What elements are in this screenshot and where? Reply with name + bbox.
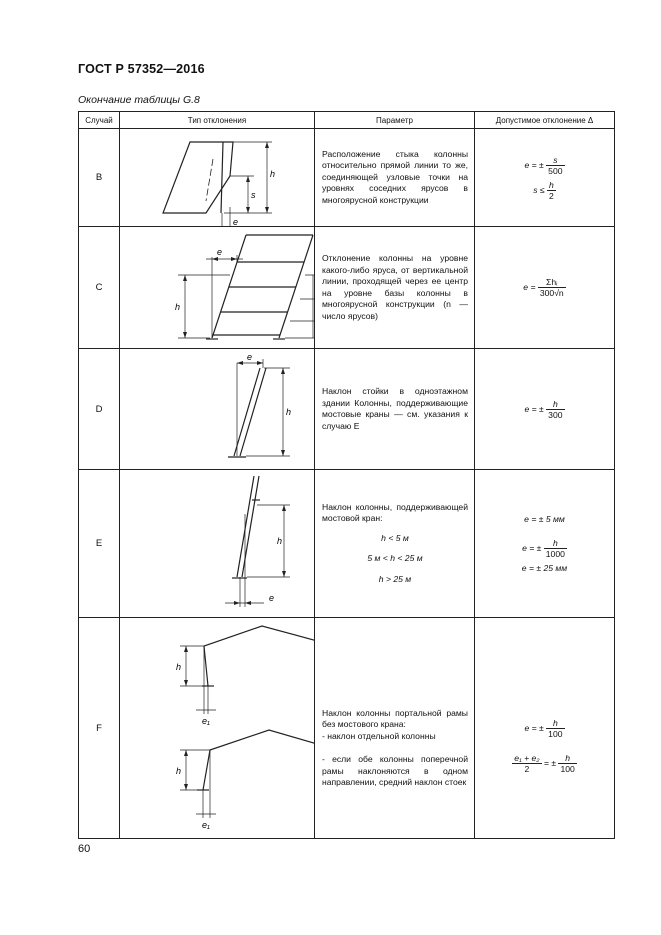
label-e: e <box>269 593 275 603</box>
table-row-d <box>79 349 615 470</box>
tol-b2-num: h <box>549 179 554 190</box>
header-case: Случай <box>79 112 120 129</box>
deviation-table <box>78 111 615 839</box>
tol-e3: e = ± 25 мм <box>521 563 568 573</box>
label-e1-lower: e₁ <box>202 820 210 830</box>
table-caption: Окончание таблицы G.8 <box>78 94 200 106</box>
tol-f1-num: h <box>546 718 564 729</box>
case-b: B <box>79 129 120 227</box>
tol-d-lhs: e = ± <box>524 403 544 414</box>
label-e: e <box>247 352 253 362</box>
label-h: h <box>176 662 182 672</box>
tol-b2-frac <box>547 180 556 201</box>
param-f-text1: Наклон колонны портальной рамы без мостового крана: <box>322 707 468 729</box>
label-e: e <box>233 217 239 226</box>
tol-f2-num1: e₁ + e₂ <box>514 753 540 763</box>
case-c: C <box>79 227 120 349</box>
label-h: h <box>270 169 276 179</box>
table-row-e <box>79 470 615 618</box>
table-header-row <box>79 112 615 129</box>
tol-c-frac <box>538 277 566 298</box>
tol-e2-num: h <box>544 538 567 549</box>
figure-f <box>120 618 315 839</box>
tol-e2-den: 1000 <box>545 549 565 559</box>
header-tolerance: Допустимое отклонение Δ <box>475 112 615 129</box>
label-h: h <box>286 407 292 417</box>
tol-d-num: h <box>546 399 564 410</box>
diagram-c <box>120 227 315 348</box>
tol-f2-mid: = ± <box>543 757 557 768</box>
tol-b-line2 <box>475 180 614 201</box>
param-c: Отклонение колонны на уровне какого-либо яруса, от вертикальной линии, проходящей через ее центр на уровне базы колонны в многоярусной конструкции (n — число ярусов) <box>315 227 475 349</box>
tol-f2-den2: 100 <box>560 764 575 774</box>
tol-e2-lhs: e = ± <box>522 542 542 553</box>
label-h-lower: h <box>176 766 182 776</box>
document-title: ГОСТ Р 57352—2016 <box>78 62 205 76</box>
figure-b <box>120 129 315 227</box>
header-type: Тип отклонения <box>120 112 315 129</box>
param-e-cond1: h < 5 м <box>381 532 409 543</box>
tolerance-c <box>475 227 615 349</box>
tol-b2-den: 2 <box>549 190 554 201</box>
tol-c-lhs: e = <box>523 281 536 292</box>
param-e-cond3: h > 25 м <box>378 573 412 584</box>
tol-f2-frac1 <box>512 753 541 774</box>
figure-d <box>120 349 315 470</box>
tol-f2-num2: h <box>558 753 576 764</box>
tol-d-line <box>475 399 614 420</box>
tol-f1-frac <box>546 718 564 739</box>
label-s: s <box>251 190 256 200</box>
tol-e2 <box>475 538 614 559</box>
label-e1: e₁ <box>202 716 210 726</box>
tol-c-num: Σhᵢ <box>538 277 566 288</box>
tol-e2-frac <box>544 538 567 559</box>
param-f <box>315 618 475 839</box>
diagram-f <box>120 618 315 838</box>
param-d: Наклон стойки в одноэтажном здании Колонны, поддерживающие мостовые краны — см. указания к случаю E <box>315 349 475 470</box>
param-f-text2: - наклон отдельной колонны <box>322 730 436 741</box>
figure-e <box>120 470 315 618</box>
tol-b1-num: s <box>546 155 564 166</box>
diagram-b <box>120 129 315 226</box>
param-e-cond2: 5 м < h < 25 м <box>367 553 423 564</box>
param-e-text: Наклон колонны, поддерживающей мостовой кран: <box>322 501 468 524</box>
tol-d-frac <box>546 399 564 420</box>
tolerance-b <box>475 129 615 227</box>
table-row-b <box>79 129 615 227</box>
param-e <box>315 470 475 618</box>
figure-c <box>120 227 315 349</box>
tolerance-e <box>475 470 615 618</box>
diagram-e <box>120 470 315 617</box>
tol-c-line <box>475 277 614 298</box>
tol-e1: e = ± 5 мм <box>524 514 565 524</box>
tol-b-line1 <box>475 155 614 176</box>
tolerance-f <box>475 618 615 839</box>
tol-c-den: 300√n <box>539 288 564 298</box>
page-number: 60 <box>78 843 91 855</box>
tol-b1-lhs: e = ± <box>524 159 544 170</box>
tol-b1-frac <box>546 155 564 176</box>
tol-b1-den: 500 <box>548 165 563 176</box>
label-e: e <box>217 247 223 257</box>
header-param: Параметр <box>315 112 475 129</box>
param-b: Расположение стыка колонны относительно прямой линии то же, соединяющей узловые точки на уровнях соседних ярусов в многоярусной конструкции <box>315 129 475 227</box>
diagram-d <box>120 349 315 469</box>
case-e: E <box>79 470 120 618</box>
case-d: D <box>79 349 120 470</box>
tol-b2-lhs: s ≤ <box>533 184 545 195</box>
tol-d-den: 300 <box>548 409 563 420</box>
label-h: h <box>175 302 181 312</box>
tol-f2-den1: 2 <box>524 764 530 774</box>
tol-f1 <box>475 718 614 739</box>
tol-f2 <box>475 753 614 774</box>
table-row-f <box>79 618 615 839</box>
tol-f2-frac2 <box>558 753 576 774</box>
tol-f1-lhs: e = ± <box>524 722 544 733</box>
table-row-c <box>79 227 615 349</box>
tol-f1-den: 100 <box>548 729 563 739</box>
label-h: h <box>277 536 283 546</box>
case-f: F <box>79 618 120 839</box>
param-f-text3: - если обе колонны поперечной рамы наклоняются в одном направлении, средний наклон стоек <box>322 754 468 787</box>
tolerance-d <box>475 349 615 470</box>
